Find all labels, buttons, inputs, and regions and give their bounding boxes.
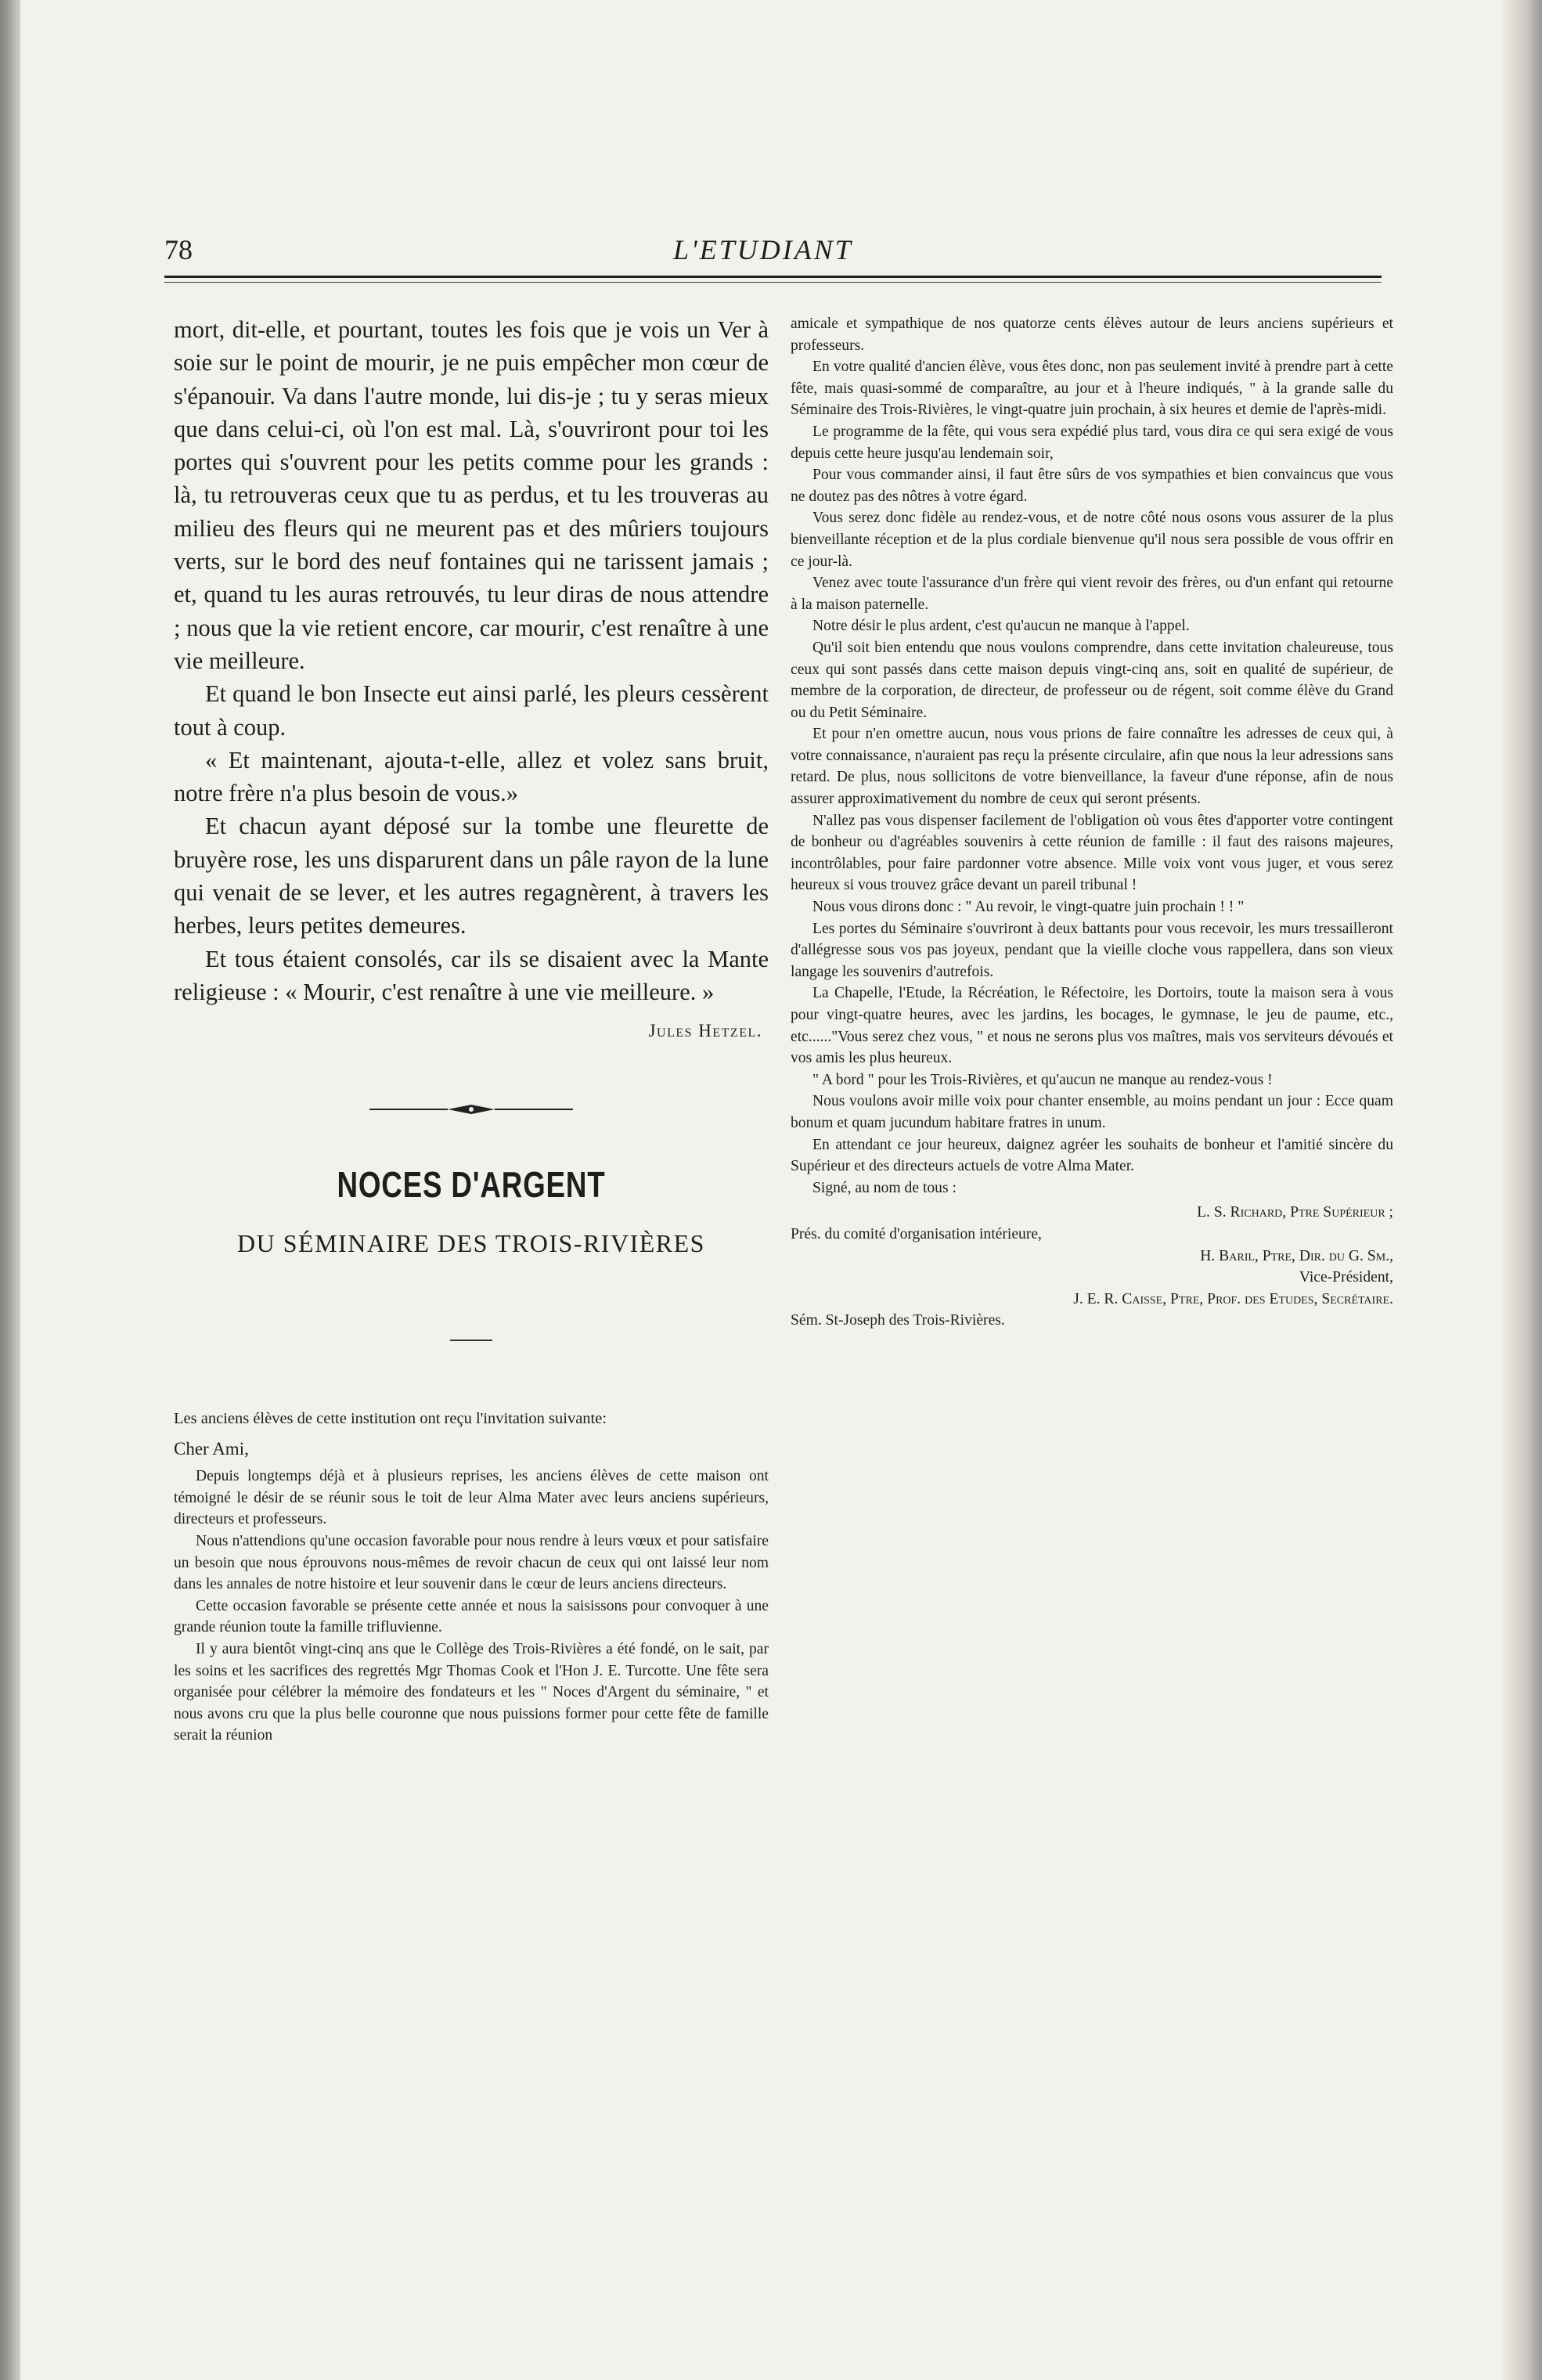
letter-paragraph: Cette occasion favorable se présente cette année et nous la saisissons pour convoquer à une grande réunion toute la famille trifluvienne.: [174, 1597, 769, 1636]
story-paragraph: Et tous étaient consolés, car ils se disaient avec la Mante religieuse : « Mourir, c'est renaître à une vie meilleure. »: [174, 945, 769, 1005]
letter-paragraph: Il y aura bientôt vingt-cinq ans que le Collège des Trois-Rivières a été fondé, on le sait, par les soins et les sacrifices des regrettés Mgr Thomas Cook et l'Hon J. E. Turcotte. Une fête sera organisée pour célébrer la mémoire des fondateurs et les " Noces d'Argent du séminaire, " et nous avons cru que la plus belle couronne que nous puissions former pour cette fête de famille serait la réunion: [174, 1640, 769, 1744]
signatory-line: L. S. Richard, Ptre Supérieur ;: [1197, 1204, 1393, 1221]
page-edge-shadow-left: [0, 0, 20, 2380]
letter-paragraph: Qu'il soit bien entendu que nous voulons comprendre, dans cette invitation chaleureuse, tous ceux qui sont passés dans cette maison depuis vingt-cinq ans, soit en qualité de supérieur, de membre de la corporation, de directeur, de professeur ou de régent, soit comme élève du Grand ou du Petit Séminaire.: [791, 639, 1393, 721]
letter-paragraph: Venez avec toute l'assurance d'un frère qui vient revoir des frères, ou d'un enfant qui retourne à la maison paternelle.: [791, 575, 1393, 613]
letter-paragraph: Nous voulons avoir mille voix pour chanter ensemble, au moins pendant un jour : Ecce quam bonum et quam jucundum habitare fratres in unum.: [791, 1093, 1393, 1131]
author-signature: Jules Hetzel.: [648, 1021, 762, 1041]
article-subtitle: DU SÉMINAIRE DES TROIS-RIVIÈRES: [237, 1229, 705, 1258]
salutation: Cher Ami,: [174, 1439, 249, 1459]
letter-paragraph: N'allez pas vous dispenser facilement de l'obligation où vous êtes d'apporter votre contingent de bonheur ou d'agréables souvenirs à cette réunion de famille : il faut des raisons majeures, incontrôlables, pour faire pardonner votre absence. Mille voix vont vous juger, et vous serez heureux si vous trouvez grâce devant un pareil tribunal !: [791, 812, 1393, 894]
signatories: [791, 1202, 1393, 1332]
article-intro: Les anciens élèves de cette institution ont reçu l'invitation suivante:: [174, 1410, 607, 1428]
letter-paragraph: Depuis longtemps déjà et à plusieurs reprises, les anciens élèves de cette maison ont témoigné le désir de se réunir sous le toit de leur Alma Mater avec leurs anciens supérieurs, directeurs et professeurs.: [174, 1468, 769, 1528]
signatory-line: Prés. du comité d'organisation intérieure,: [791, 1225, 1042, 1242]
running-title: L'ETUDIANT: [673, 234, 853, 265]
story-paragraph: Et chacun ayant déposé sur la tombe une fleurette de bruyère rose, les uns disparurent dans un pâle rayon de la lune qui venait de se lever, et les autres regagnèrent, à travers les herbes, leurs petites demeures.: [174, 813, 769, 939]
header-rule-thin: [164, 282, 1382, 283]
letter-paragraph: Le programme de la fête, qui vous sera expédié plus tard, vous dira ce qui sera exigé de vous depuis cette heure jusqu'au lendemain soir,: [791, 423, 1393, 462]
left-column: [174, 313, 769, 1747]
letter-paragraph: En attendant ce jour heureux, daignez agréer les souhaits de bonheur et l'amitié sincère du Supérieur et des directeurs actuels de votre Alma Mater.: [791, 1136, 1393, 1175]
letter-paragraph: Et pour n'en omettre aucun, nous vous prions de faire connaître les adresses de ceux qui, à votre connaissance, n'auraient pas reçu la présente circulaire, afin que nous la leur adressions sans retard. De plus, nous sollicitons de votre bienveillance, la faveur d'une réponse, afin de nous assurer approximativement du nombre de ceux qui seront présents.: [791, 726, 1393, 808]
letter-paragraph: Nous n'attendions qu'une occasion favorable pour nous rendre à leurs vœux et pour satisfaire un besoin que nous éprouvons nous-mêmes de revoir chacun de ceux qui ont laissé leur nom dans les annales de notre histoire et leur souvenir dans le cœur de leurs anciens directeurs.: [174, 1533, 769, 1593]
letter-paragraph: En votre qualité d'ancien élève, vous êtes donc, non pas seulement invité à prendre part à cette fête, mais quasi-sommé de comparaître, au jour et à l'heure indiqués, " à la grande salle du Séminaire des Trois-Rivières, le vingt-quatre juin prochain, à six heures et demie de l'après-midi.: [791, 359, 1393, 419]
page-edge-shadow-right: [1503, 0, 1542, 2380]
story-paragraph: « Et maintenant, ajouta-t-elle, allez et volez sans bruit, notre frère n'a plus besoin de vous.»: [174, 746, 769, 807]
letter-paragraph: Notre désir le plus ardent, c'est qu'aucun ne manque à l'appel.: [812, 618, 1190, 635]
story-paragraph: mort, dit-elle, et pourtant, toutes les fois que je vois un Ver à soie sur le point de mourir, je ne puis empêcher mon cœur de s'épanouir. Va dans l'autre monde, lui dis-je ; tu y seras mieux que dans celui-ci, où l'on est mal. Là, s'ouvriront pour toi les portes qui s'ouvrent pour les petits comme pour les grands : là, tu retrouveras ceux que tu as perdus, et tu les trouveras au milieu des fleurs qui ne meurent pas et des mûriers toujours verts, sur le bord des neuf fontaines qui ne tarissent jamais ; et, quand tu les auras retrouvés, tu leur diras de nous attendre ; nous que la vie retient encore, car mourir, c'est renaître à une vie meilleure.: [174, 316, 769, 674]
story-paragraph: Et quand le bon Insecte eut ainsi parlé, les pleurs cessèrent tout à coup.: [174, 680, 769, 741]
signatory-line: H. Baril, Ptre, Dir. du G. Sm.,: [1200, 1247, 1393, 1264]
signatory-line: Vice-Président,: [1299, 1269, 1393, 1286]
article-title: NOCES D'ARGENT: [337, 1164, 606, 1206]
short-divider: [450, 1340, 492, 1341]
letter-paragraph: Vous serez donc fidèle au rendez-vous, et de notre côté nous osons vous assurer de la plus bienveillante réception et de la plus cordiale bienvenue qu'il nous sera possible de vous offrir en ce jour-là.: [791, 510, 1393, 570]
letter-paragraph: Pour vous commander ainsi, il faut être sûrs de vos sympathies et bien convaincus que vous ne doutez pas des nôtres à votre égard.: [791, 467, 1393, 505]
letter-paragraph: " A bord " pour les Trois-Rivières, et qu'aucun ne manque au rendez-vous !: [812, 1071, 1273, 1088]
signatory-line: J. E. R. Caisse, Ptre, Prof. des Etudes, Secrétaire.: [1073, 1290, 1393, 1307]
letter-paragraph: Signé, au nom de tous :: [812, 1179, 957, 1196]
ornament-divider: [369, 1102, 573, 1116]
page-number: 78: [164, 234, 193, 265]
signatory-line: Sém. St-Joseph des Trois-Rivières.: [791, 1312, 1005, 1329]
letter-paragraph: Nous vous dirons donc : " Au revoir, le vingt-quatre juin prochain ! ! ": [812, 899, 1245, 916]
header-rule-thick: [164, 276, 1382, 278]
letter-paragraph: amicale et sympathique de nos quatorze cents élèves autour de leurs anciens supérieurs et professeurs.: [791, 316, 1393, 354]
letter-paragraph: Les portes du Séminaire s'ouvriront à deux battants pour vous recevoir, les murs tressailleront d'allégresse sous vos pas joyeux, pendant que la vieille cloche vous rappellera, dans son vieux langage les souvenirs d'autrefois.: [791, 920, 1393, 980]
letter-paragraph: La Chapelle, l'Etude, la Récréation, le Réfectoire, les Dortoirs, toute la maison sera à vous pour vingt-quatre heures, avec les jardins, les bocages, le gymnase, le jeu de paume, etc., etc......"Vous serez chez vous, " et nous ne serons plus vos maîtres, mais vos serviteurs dévoués et vos amis les plus heureux.: [791, 985, 1393, 1067]
right-column: [791, 313, 1393, 1332]
